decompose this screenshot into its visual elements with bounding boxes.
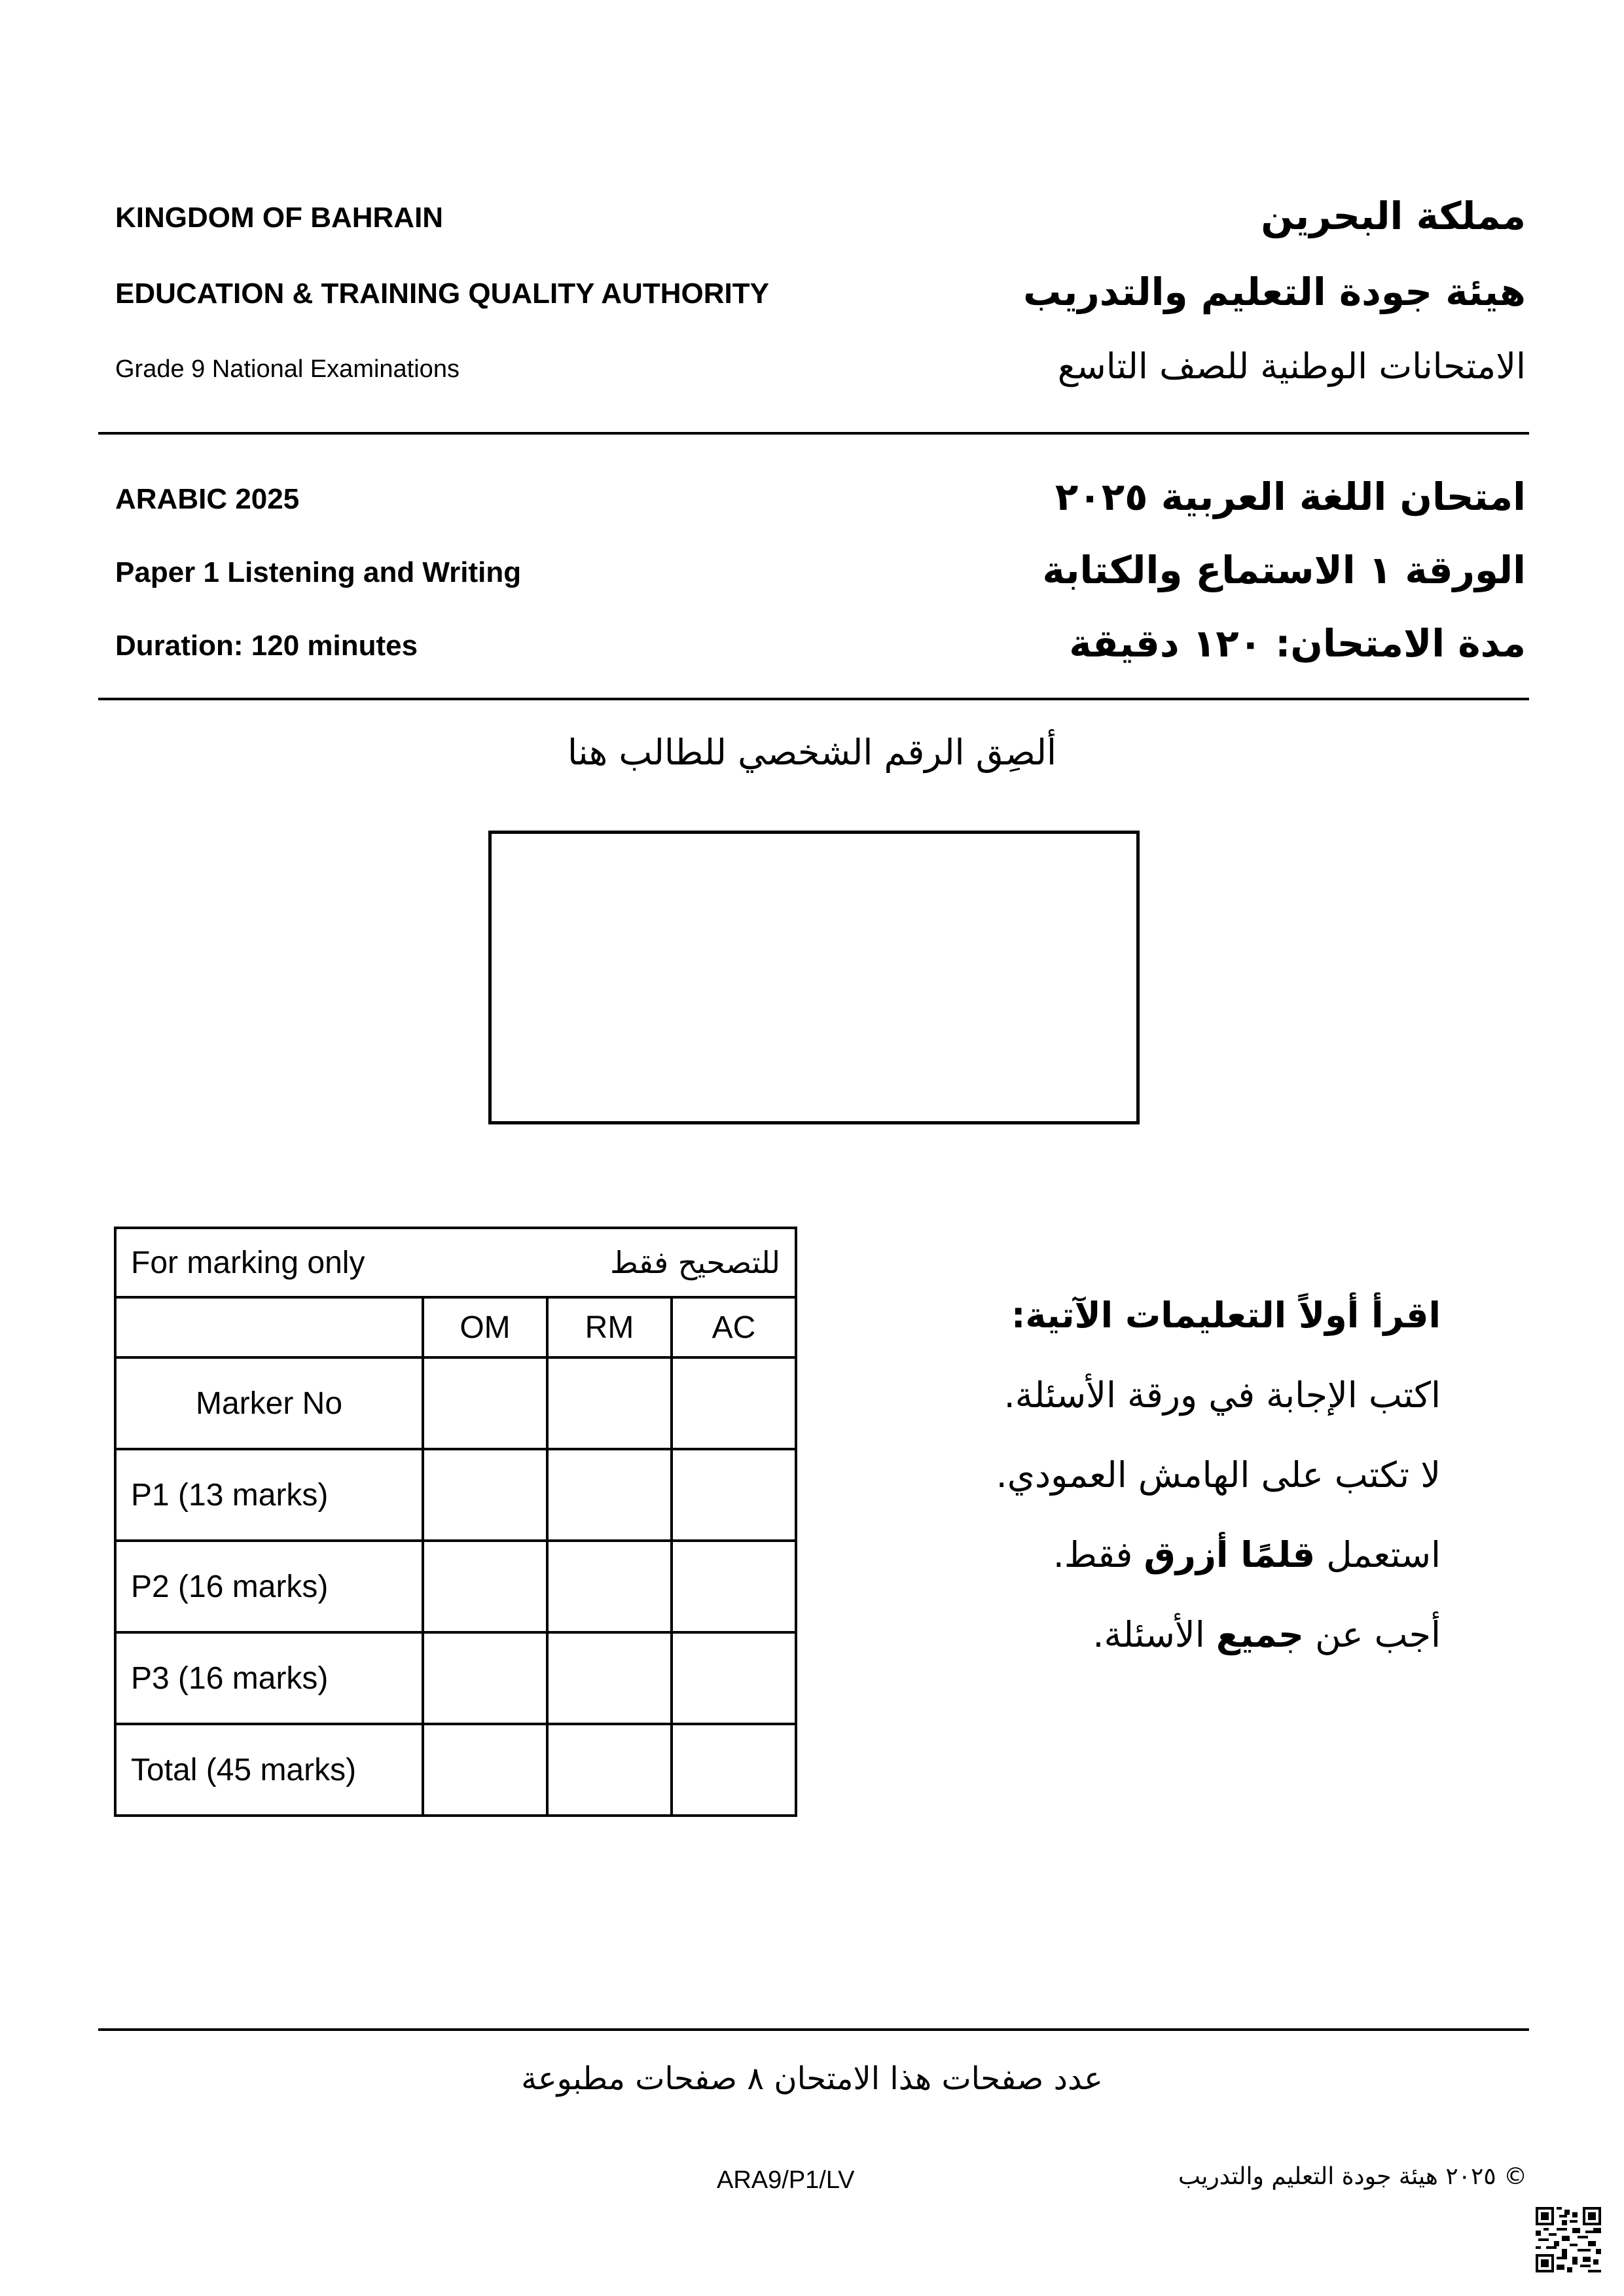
student-id-sticker-box [488,831,1140,1124]
marking-table-title-row [115,1228,796,1297]
cell-rm [547,1632,672,1724]
copyright-notice: © ٢٠٢٥ هيئة جودة التعليم والتدريب [1178,2163,1528,2190]
paper-en: Paper 1 Listening and Writing [115,556,522,588]
duration-ar: مدة الامتحان: ١٢٠ دقيقة [1069,621,1526,666]
cell-ac [672,1449,796,1541]
column-header-rm: RM [547,1297,672,1357]
cell-om [423,1541,547,1632]
table-row [115,1724,796,1816]
header-divider [98,432,1529,435]
instruction-text: اكتب الإجابة في ورقة الأسئلة. [1003,1374,1441,1416]
country-en: KINGDOM OF BAHRAIN [115,202,444,234]
authority-ar: هيئة جودة التعليم والتدريب [1023,270,1526,314]
instruction-text: أجب عن [1303,1614,1441,1655]
table-row [115,1357,796,1449]
qr-code-icon [1536,2207,1601,2272]
cell-om [423,1632,547,1724]
instruction-item-1 [1004,1374,1441,1416]
instruction-emphasis: جميع [1216,1614,1304,1655]
country-ar: مملكة البحرين [1261,194,1526,238]
cell-ac [672,1724,796,1816]
table-row [115,1541,796,1632]
program-ar: الامتحانات الوطنية للصف التاسع [1057,346,1526,387]
instruction-text: الأسئلة. [1092,1614,1216,1655]
pages-count-note: عدد صفحات هذا الامتحان ٨ صفحات مطبوعة [521,2060,1103,2097]
student-id-label: ألصِق الرقم الشخصي للطالب هنا [567,732,1057,773]
instruction-text: فقط. [1053,1534,1144,1575]
cell-ac [672,1357,796,1449]
exam-info-divider [98,698,1529,700]
instruction-item-4 [1092,1614,1441,1655]
column-header-om: OM [423,1297,547,1357]
cell-rm [547,1541,672,1632]
program-en: Grade 9 National Examinations [115,355,460,383]
instruction-item-3 [1053,1534,1441,1575]
marking-table-title-cell [115,1228,796,1297]
row-label-p1: P1 (13 marks) [115,1449,423,1541]
subject-ar: امتحان اللغة العربية ٢٠٢٥ [1055,475,1526,519]
instruction-text: لا تكتب على الهامش العمودي. [996,1454,1441,1496]
marking-table [114,1227,797,1817]
cell-om [423,1724,547,1816]
cell-om [423,1449,547,1541]
table-row [115,1449,796,1541]
duration-en: Duration: 120 minutes [115,630,418,662]
instruction-item-2 [996,1454,1441,1496]
table-row [115,1632,796,1724]
cell-om [423,1357,547,1449]
marking-table-column-header-row [115,1297,796,1357]
cell-ac [672,1541,796,1632]
row-label-p3: P3 (16 marks) [115,1632,423,1724]
column-header-ac: AC [672,1297,796,1357]
cell-ac [672,1632,796,1724]
column-header-blank [115,1297,423,1357]
paper-ar: الورقة ١ الاستماع والكتابة [1042,548,1526,592]
instruction-text: استعمل [1315,1534,1441,1575]
row-label-p2: P2 (16 marks) [115,1541,423,1632]
subject-en: ARABIC 2025 [115,483,300,515]
marking-title-en: For marking only [131,1245,365,1280]
instructions-heading: اقرأ أولاً التعليمات الآتية: [1011,1295,1441,1336]
instruction-emphasis: قلمًا أزرق [1144,1534,1316,1575]
paper-code: ARA9/P1/LV [717,2166,855,2194]
authority-en: EDUCATION & TRAINING QUALITY AUTHORITY [115,278,769,310]
row-label-marker-no: Marker No [115,1357,423,1449]
row-label-total: Total (45 marks) [115,1724,423,1816]
marking-title-ar: للتصحيح فقط [610,1245,780,1280]
cell-rm [547,1357,672,1449]
cell-rm [547,1449,672,1541]
cell-rm [547,1724,672,1816]
footer-divider [98,2028,1529,2031]
